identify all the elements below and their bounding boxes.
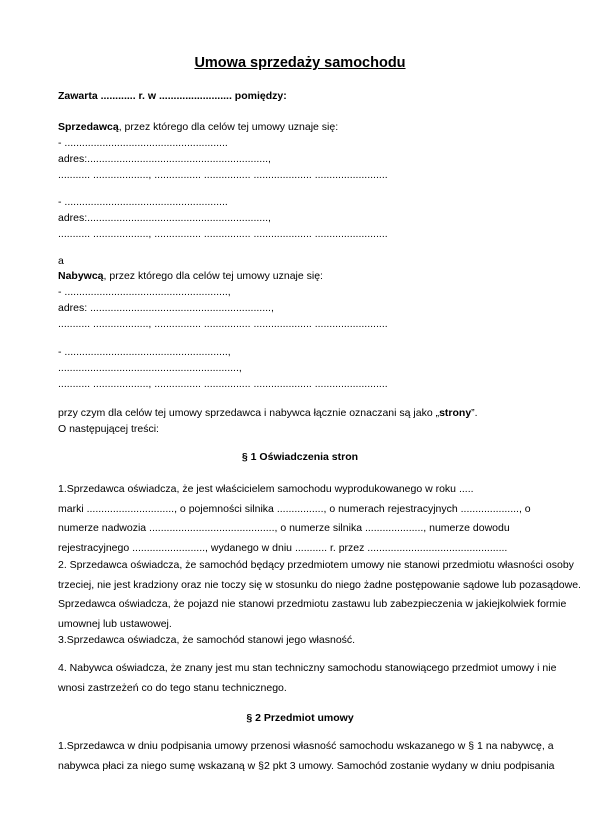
- seller1-name-line: - ........................................................: [58, 137, 228, 149]
- buyer2-address-line: ..............................................................,: [58, 362, 242, 374]
- buyer-label: Nabywcą: [58, 270, 104, 282]
- s1p1-line3: numerze nadwozia ..........................................., o numerze silnika ...................., numerze dowodu: [58, 522, 510, 534]
- buyer-label-rest: , przez którego dla celów tej umowy uznaje się:: [103, 270, 323, 282]
- s1p1-line2: marki .............................., o pojemności silnika ................, o numerach rejestracyjnych ...................., o: [58, 502, 531, 515]
- buyer1-id-line: ........... ..................., ................ ................ .................... .........................: [58, 318, 388, 330]
- buyer2-id-line: ........... ..................., ................ ................ .................... .........................: [58, 378, 388, 390]
- seller-label-rest: , przez którego dla celów tej umowy uznaje się:: [118, 121, 339, 133]
- seller-label: Sprzedawcą: [58, 121, 119, 133]
- s1p1-line4: rejestracyjnego ........................., wydanego w dniu ........... r. przez ................................................: [58, 541, 508, 554]
- seller1-address-line: adres:..............................................................,: [58, 153, 271, 165]
- section1-paragraph1: [58, 480, 542, 558]
- section1-paragraph2: [58, 556, 581, 634]
- contract-intro: Zawarta ............ r. w ......................... pomiędzy:: [58, 90, 287, 102]
- seller-heading: [58, 120, 338, 134]
- and-word: a: [58, 255, 64, 267]
- section2-paragraph1: [58, 737, 555, 776]
- buyer1-name-line: - ........................................................,: [58, 286, 231, 298]
- section1-heading: § 1 Oświadczenia stron: [241, 451, 359, 463]
- following-text: O następującej treści:: [58, 423, 159, 435]
- s1p4-line2: wnosi zastrzeżeń co do tego stanu technicznego.: [58, 681, 287, 694]
- section1-paragraph3: 3.Sprzedawca oświadcza, że samochód stanowi jego własność.: [58, 634, 356, 646]
- section1-paragraph4: [58, 659, 557, 698]
- s1p1-line1: 1.Sprzedawca oświadcza, że jest właścicielem samochodu wyprodukowanego w roku .....: [58, 483, 474, 495]
- buyer-heading: [58, 269, 323, 283]
- seller2-address-line: adres:..............................................................,: [58, 212, 271, 224]
- seller2-id-line: ........... ..................., ................ ................ .................... .........................: [58, 228, 388, 240]
- parties-note-after: ”.: [471, 407, 478, 419]
- s1p2-line1: 2. Sprzedawca oświadcza, że samochód będący przedmiotem umowy nie stanowi przedmiotu własności osoby: [58, 559, 574, 571]
- s1p2-line3: Sprzedawca oświadcza, że pojazd nie stanowi przedmiotu zastawu lub zabezpieczenia w jakiejkolwiek formie: [58, 598, 567, 610]
- section2-heading: § 2 Przedmiot umowy: [246, 712, 354, 724]
- seller1-id-line: ........... ..................., ................ ................ .................... .........................: [58, 169, 388, 181]
- s2p1-line2: nabywca płaci za niego sumę wskazaną w §2 pkt 3 umowy. Samochód zostanie wydany w dniu podpisania: [58, 759, 555, 772]
- buyer1-address-line: adres: ..............................................................,: [58, 302, 274, 314]
- parties-note-before: przy czym dla celów tej umowy sprzedawca i nabywca łącznie oznaczani są jako „: [58, 407, 440, 419]
- parties-note: [58, 406, 478, 420]
- document-title: Umowa sprzedaży samochodu: [194, 55, 406, 71]
- parties-note-bold: strony: [439, 407, 472, 419]
- seller2-name-line: - ........................................................: [58, 196, 228, 208]
- s2p1-line1: 1.Sprzedawca w dniu podpisania umowy przenosi własność samochodu wskazanego w § 1 na nabywcę, a: [58, 740, 554, 752]
- s1p2-line2: trzeciej, nie jest kradziony oraz nie toczy się w stosunku do niego żadne postępowanie sądowe lub pozasądowe.: [58, 578, 581, 591]
- s1p4-line1: 4. Nabywca oświadcza, że znany jest mu stan techniczny samochodu stanowiącego przedmiot umowy i nie: [58, 662, 557, 674]
- s1p2-line4: umownej lub ustawowej.: [58, 617, 172, 630]
- buyer2-name-line: - ........................................................,: [58, 346, 231, 358]
